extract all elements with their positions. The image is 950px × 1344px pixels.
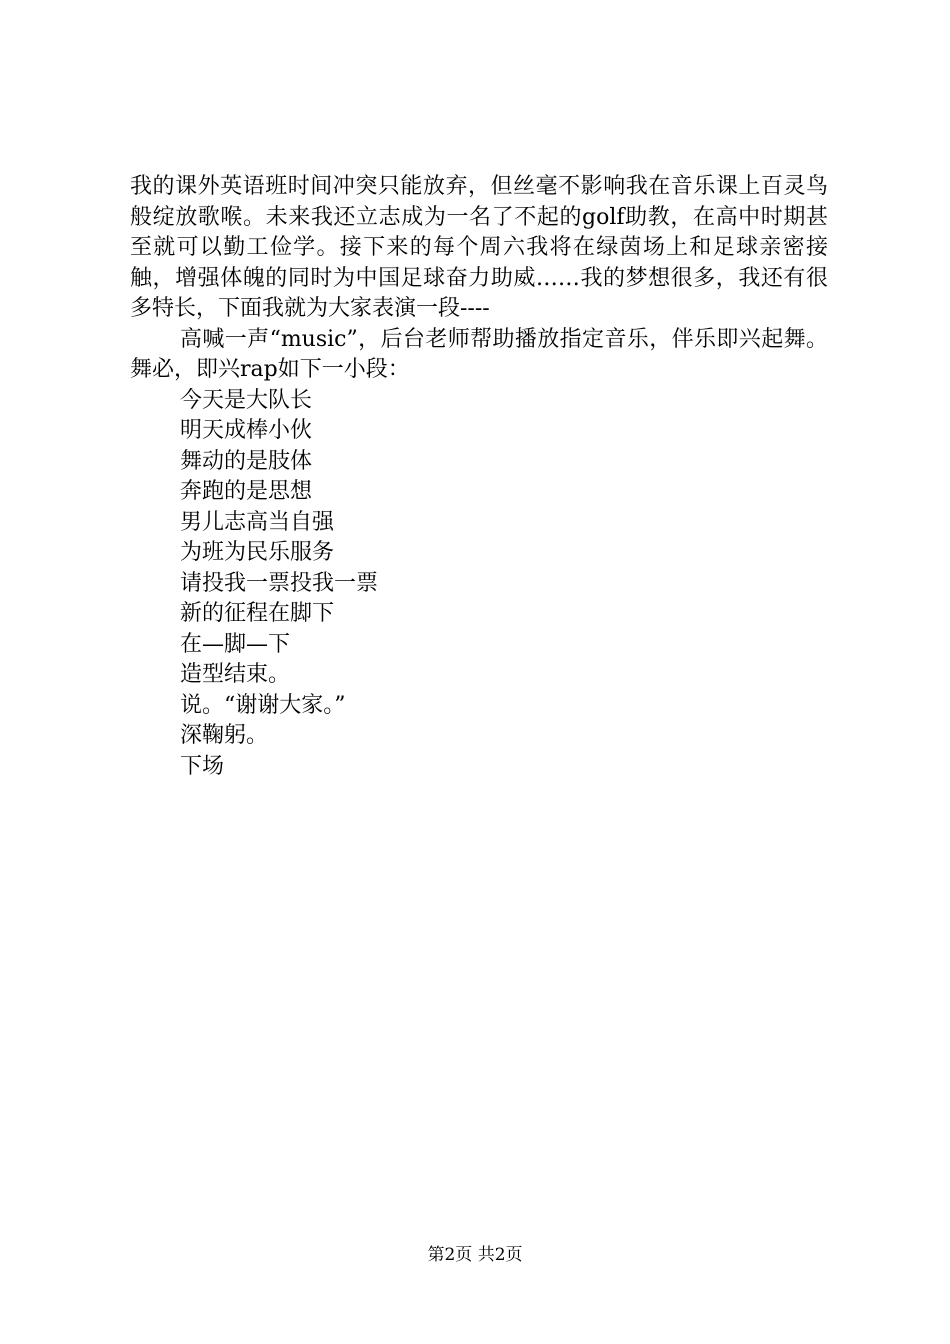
- rap-line: 下场: [180, 753, 225, 779]
- rap-line: 新的征程在脚下: [180, 601, 335, 626]
- page-number-footer: 第2页 共2页: [427, 1245, 523, 1265]
- paragraph-dreams: 我的课外英语班时间冲突只能放弃，但丝毫不影响我在音乐课上百灵鸟般绽放歌喉。未来我还立志成为一名了不起的golf助教，在高中时期甚至就可以勤工俭学。接下来的每个周六我将在绿茵场上和足球亲密接触，增强体魄的同时为中国足球奋力助威……我的梦想很多，我还有很多特长，下面我就为大家表演一段----: [130, 174, 828, 321]
- rap-line: 为班为民乐服务: [180, 540, 335, 565]
- paragraph-performance: 高喊一声“music”，后台老师帮助播放指定音乐，伴乐即兴起舞。舞必，即兴rap如下一小段：: [130, 326, 828, 382]
- rap-line: 造型结束。: [180, 662, 291, 687]
- rap-lines: [130, 386, 828, 783]
- rap-line: 明天成棒小伙: [180, 418, 313, 443]
- rap-line: 说。“谢谢大家。”: [180, 692, 346, 718]
- rap-line: 请投我一票投我一票: [180, 570, 379, 596]
- rap-line: 深鞠躬。: [180, 723, 269, 748]
- rap-line: 奔跑的是思想: [180, 479, 313, 504]
- rap-line: 在—脚—下: [180, 631, 291, 657]
- document-body: [130, 172, 828, 782]
- rap-line: 今天是大队长: [180, 387, 313, 413]
- rap-line: 舞动的是肢体: [180, 448, 313, 474]
- rap-line: 男儿志高当自强: [180, 509, 335, 535]
